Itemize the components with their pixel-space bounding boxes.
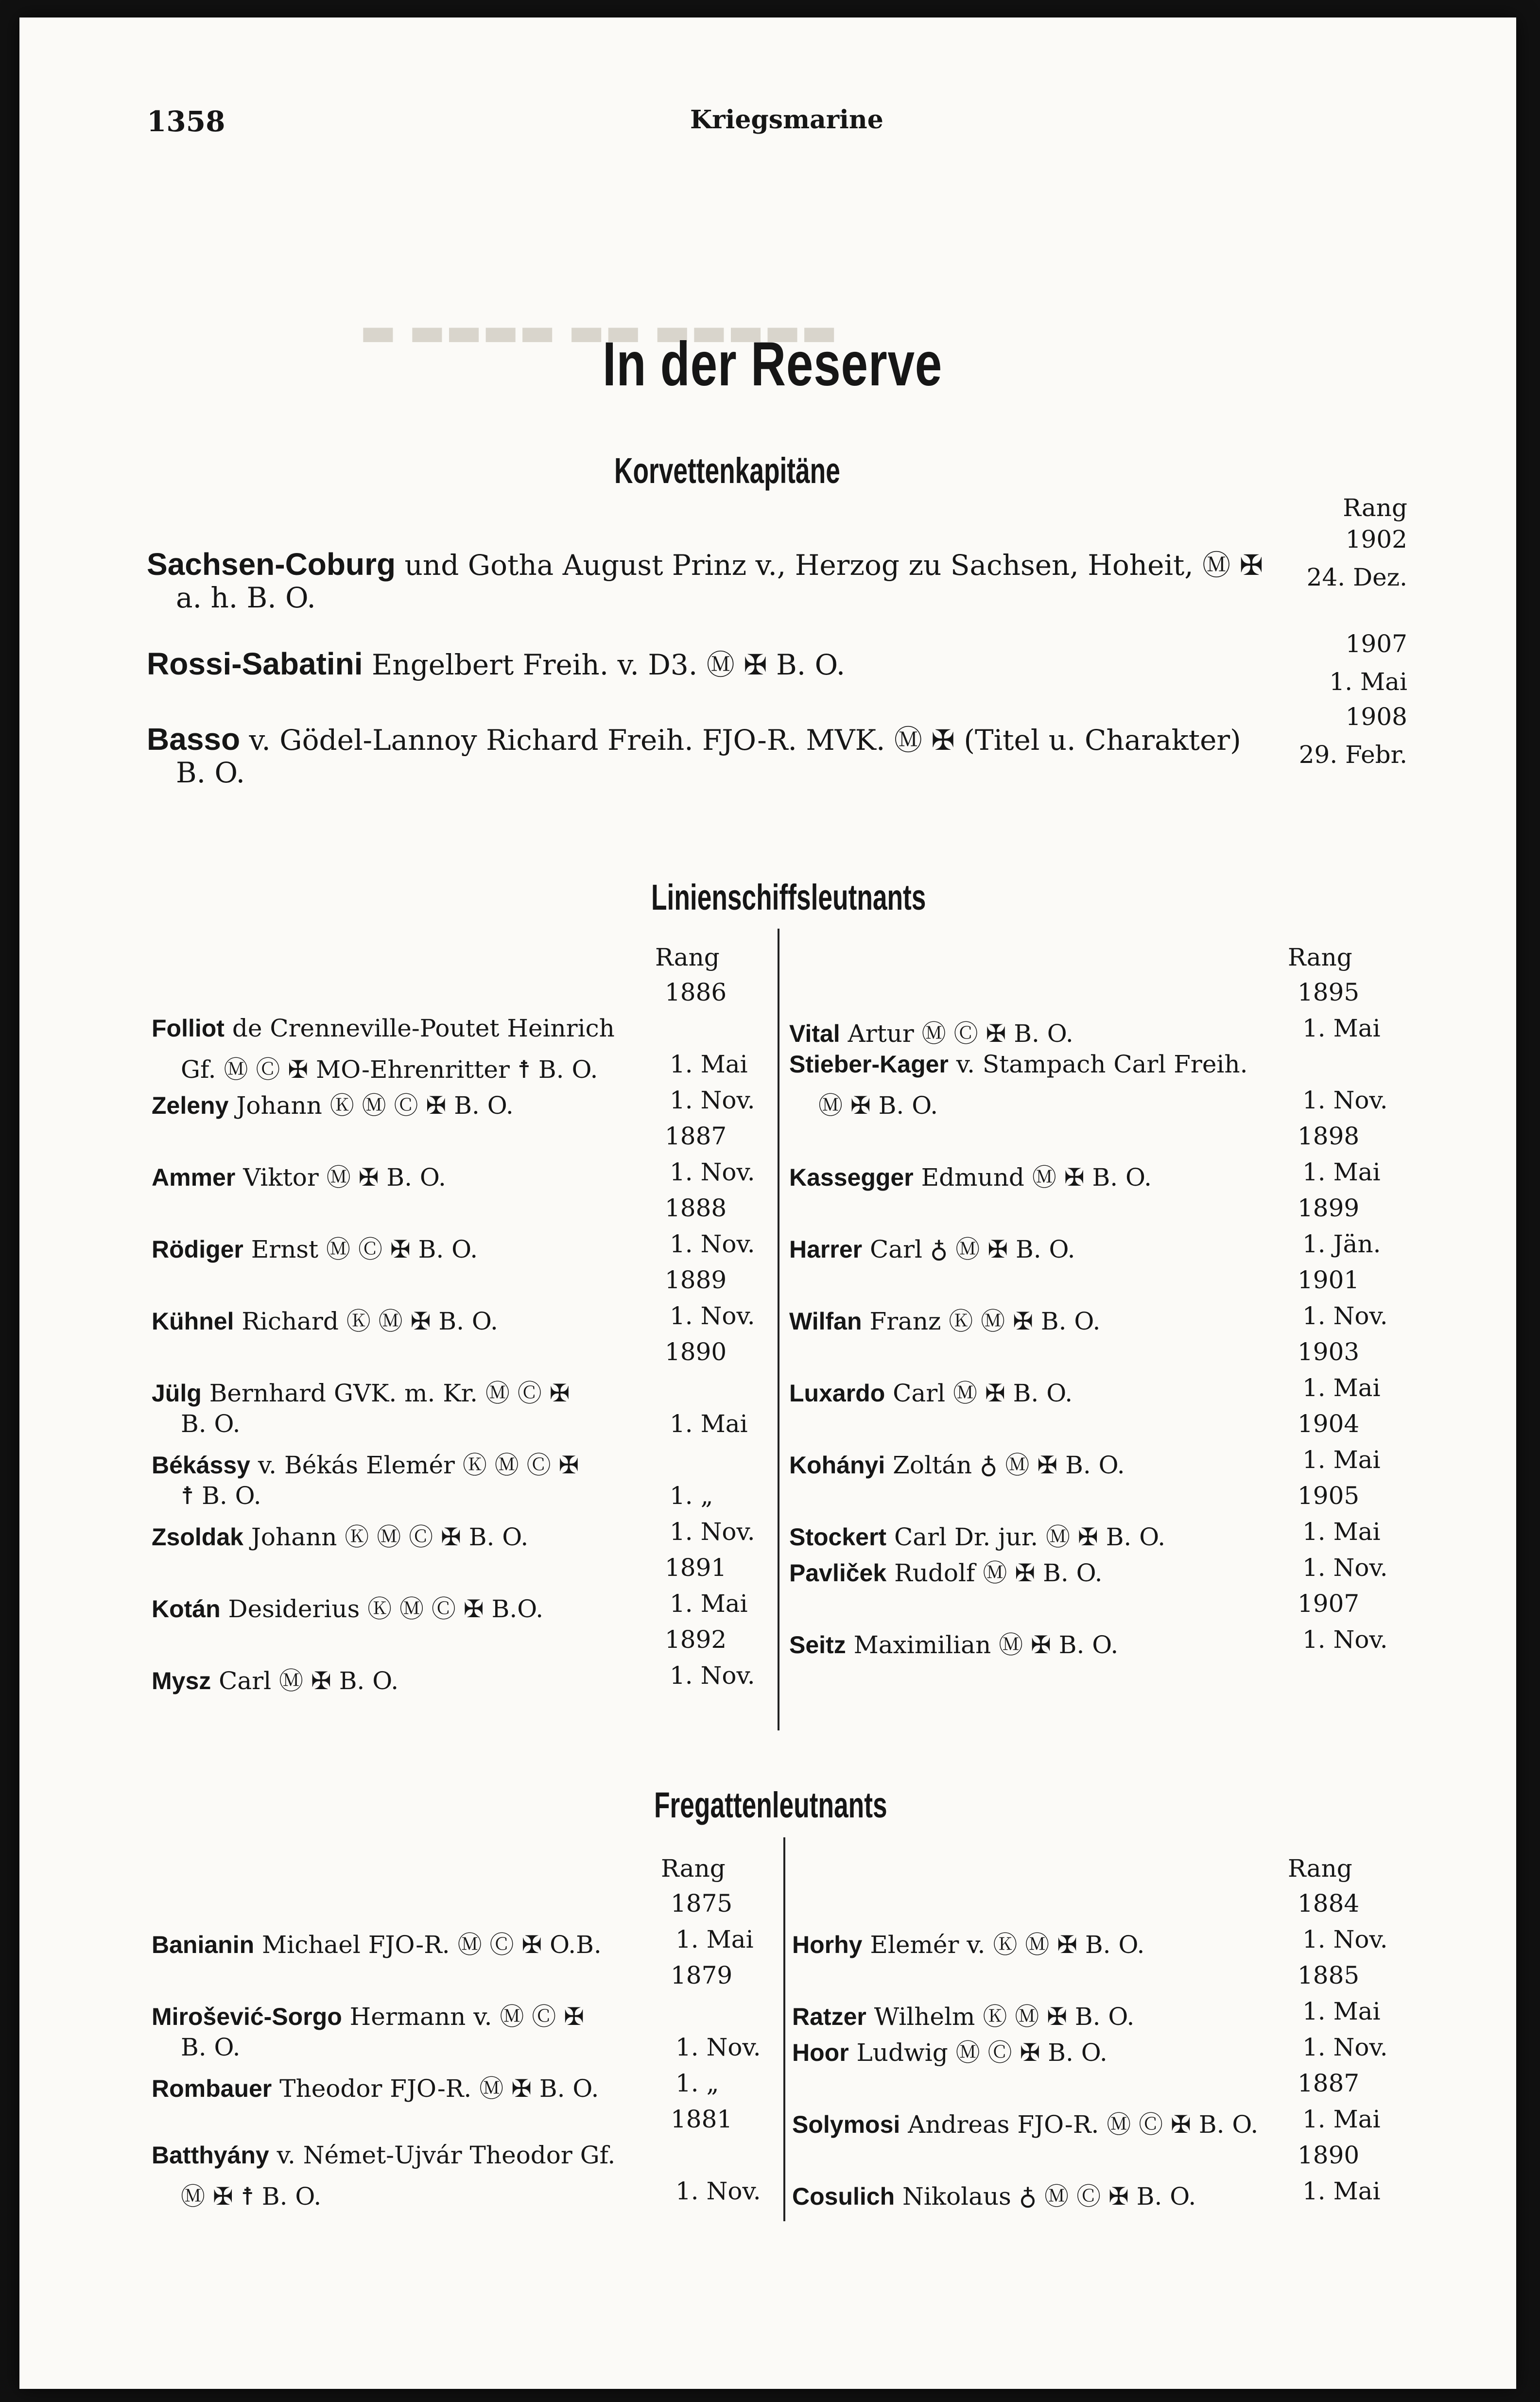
rang-date: 1. Nov. — [670, 1518, 755, 1546]
entry-surname: Zsoldak — [152, 1523, 243, 1551]
rang-date: 1. Nov. — [675, 2033, 761, 2061]
list-entry: Pavliček Rudolf Ⓜ ✠ B. O. — [789, 1559, 1103, 1587]
list-entry: Jülg Bernhard GVK. m. Kr. Ⓜ Ⓒ ✠ — [152, 1379, 570, 1407]
entry-continuation: B. O. — [176, 756, 245, 789]
rang-date: 1. Mai — [670, 1410, 748, 1438]
rang-date: 1. Nov. — [1302, 2033, 1388, 2061]
rang-year: 1879 — [671, 1961, 733, 1989]
rang-date: 1. Nov. — [670, 1086, 755, 1114]
rang-date: 1. Nov. — [670, 1230, 755, 1258]
entry-surname: Jülg — [152, 1380, 202, 1407]
entry-surname: Rombauer — [152, 2075, 272, 2102]
rang-year: 1903 — [1298, 1338, 1360, 1366]
entry-surname: Mysz — [152, 1667, 211, 1694]
list-entry: Ⓜ ✠ ☨ B. O. — [181, 2182, 322, 2211]
list-entry: Folliot de Crenneville-Poutet Heinrich — [152, 1014, 615, 1042]
entry-surname: Seitz — [789, 1631, 846, 1659]
entry-surname: Hoor — [792, 2039, 849, 2066]
entry-continuation: a. h. B. O. — [176, 581, 316, 614]
rang-label: Rang — [655, 943, 720, 971]
entry-surname: Ammer — [152, 1164, 236, 1191]
rang-year: 1892 — [665, 1625, 727, 1654]
rang-year: 1888 — [665, 1194, 727, 1222]
list-entry: Stockert Carl Dr. jur. Ⓜ ✠ B. O. — [789, 1523, 1166, 1551]
rang-year: 1908 — [1345, 703, 1407, 731]
list-entry: Rombauer Theodor FJO-R. Ⓜ ✠ B. O. — [152, 2074, 599, 2103]
entry-surname: Solymosi — [792, 2111, 900, 2138]
bleed-through: ▬ ▬▬▬▬ ▬▬ ▬▬▬▬▬ — [360, 309, 838, 354]
entry-surname: Stockert — [789, 1523, 887, 1551]
list-entry: Horhy Elemér v. Ⓚ Ⓜ ✠ B. O. — [792, 1931, 1145, 1959]
rang-year: 1898 — [1298, 1122, 1360, 1150]
rang-year: 1904 — [1298, 1410, 1360, 1438]
list-entry: Békássy v. Békás Elemér Ⓚ Ⓜ Ⓒ ✠ — [152, 1451, 579, 1479]
list-entry: Kotán Desiderius Ⓚ Ⓜ Ⓒ ✠ B.O. — [152, 1595, 544, 1623]
rang-date: 1. „ — [670, 1482, 713, 1510]
page-number: 1358 — [147, 105, 225, 138]
list-entry: Hoor Ludwig Ⓜ Ⓒ ✠ B. O. — [792, 2039, 1107, 2067]
rang-year: 1881 — [671, 2105, 733, 2133]
list-entry: Harrer Carl ♁ Ⓜ ✠ B. O. — [789, 1235, 1075, 1263]
rang-date: 1. Nov. — [1302, 1554, 1388, 1582]
entry-details: v. Gödel-Lannoy Richard Freih. FJO-R. MVK. Ⓜ ✠ (Titel u. Charakter) — [240, 724, 1241, 757]
rang-label: Rang — [661, 1854, 726, 1883]
rang-year: 1907 — [1345, 630, 1407, 658]
rang-year: 1905 — [1298, 1482, 1360, 1510]
list-entry: ☨ B. O. — [181, 1482, 261, 1510]
rang-date: 1. Mai — [1302, 1446, 1381, 1474]
entry-line — [147, 642, 845, 683]
document-page — [19, 17, 1516, 2389]
rang-date: 1. Nov. — [1302, 1925, 1388, 1953]
rang-date: 1. Mai — [670, 1050, 748, 1078]
rang-date: 1. Nov. — [1302, 1625, 1388, 1654]
entry-surname: Kotán — [152, 1595, 221, 1623]
entry-line — [147, 717, 1241, 758]
rang-date: 1. Mai — [1302, 1518, 1381, 1546]
rang-label: Rang — [1288, 943, 1352, 971]
list-entry: Ⓜ ✠ B. O. — [818, 1091, 938, 1120]
rang-date: 1. Nov. — [675, 2177, 761, 2205]
list-entry: Mysz Carl Ⓜ ✠ B. O. — [152, 1667, 399, 1695]
list-entry: Vital Artur Ⓜ Ⓒ ✠ B. O. — [789, 1020, 1073, 1048]
list-entry: Cosulich Nikolaus ♁ Ⓜ Ⓒ ✠ B. O. — [792, 2182, 1196, 2211]
list-entry: Luxardo Carl Ⓜ ✠ B. O. — [789, 1379, 1073, 1407]
list-entry: Gf. Ⓜ Ⓒ ✠ MO-Ehrenritter ☨ B. O. — [181, 1055, 598, 1084]
rang-year: 1891 — [665, 1554, 727, 1582]
entry-surname: Pavliček — [789, 1559, 887, 1587]
rang-date: 1. Nov. — [670, 1158, 755, 1186]
list-entry: Seitz Maximilian Ⓜ ✠ B. O. — [789, 1631, 1119, 1659]
list-entry: B. O. — [181, 1410, 241, 1438]
rang-date: 1. Nov. — [670, 1661, 755, 1690]
entry-surname: Rödiger — [152, 1236, 243, 1263]
rang-year: 1895 — [1298, 978, 1360, 1006]
entry-surname: Ratzer — [792, 2003, 866, 2030]
list-entry: Solymosi Andreas FJO-R. Ⓜ Ⓒ ✠ B. O. — [792, 2110, 1259, 2139]
page-title: In der Reserve — [603, 329, 943, 399]
rang-date: 1. Mai — [670, 1590, 748, 1618]
rang-date: 1. Mai — [675, 1925, 754, 1953]
rang-label: Rang — [1343, 494, 1407, 522]
section-heading-fregattenleutnants: Fregattenleutnants — [654, 1785, 887, 1825]
rang-year: 1890 — [1298, 2141, 1360, 2169]
entry-surname: Banianin — [152, 1931, 255, 1958]
rang-year: 1902 — [1345, 525, 1407, 553]
rang-year: 1907 — [1298, 1590, 1360, 1618]
entry-surname: Wilfan — [789, 1308, 862, 1335]
entry-surname: Kohányi — [789, 1452, 885, 1479]
rang-year: 1889 — [665, 1266, 727, 1294]
list-entry: Wilfan Franz Ⓚ Ⓜ ✠ B. O. — [789, 1307, 1101, 1335]
rang-year: 1875 — [671, 1889, 733, 1918]
rang-date: 29. Febr. — [1298, 741, 1407, 769]
rang-date: 1. Mai — [1302, 1014, 1381, 1042]
entry-surname: Stieber-Kager — [789, 1051, 949, 1078]
list-entry: Ratzer Wilhelm Ⓚ Ⓜ ✠ B. O. — [792, 2003, 1135, 2031]
entry-details: und Gotha August Prinz v., Herzog zu Sachsen, Hoheit, Ⓜ ✠ — [396, 549, 1263, 582]
section-heading-korvettenkapitaene: Korvettenkapitäne — [614, 450, 840, 491]
rang-date: 1. Mai — [1329, 668, 1407, 696]
rang-label: Rang — [1288, 1854, 1352, 1883]
list-entry: Stieber-Kager v. Stampach Carl Freih. — [789, 1050, 1248, 1078]
entry-surname: Kühnel — [152, 1308, 234, 1335]
list-entry: Mirošević-Sorgo Hermann v. Ⓜ Ⓒ ✠ — [152, 2003, 585, 2031]
rang-date: 1. Nov. — [670, 1302, 755, 1330]
entry-surname: Luxardo — [789, 1380, 885, 1407]
rang-date: 1. Mai — [1302, 1158, 1381, 1186]
list-entry: Kassegger Edmund Ⓜ ✠ B. O. — [789, 1163, 1152, 1192]
rang-date: 1. Mai — [1302, 1374, 1381, 1402]
rang-date: 1. Mai — [1302, 2105, 1381, 2133]
rang-year: 1887 — [1298, 2069, 1360, 2097]
rang-year: 1890 — [665, 1338, 727, 1366]
rang-date: 1. „ — [675, 2069, 719, 2097]
list-entry: Zeleny Johann Ⓚ Ⓜ Ⓒ ✠ B. O. — [152, 1091, 514, 1120]
entry-surname: Kassegger — [789, 1164, 914, 1191]
entry-surname: Zeleny — [152, 1092, 229, 1119]
entry-surname: Harrer — [789, 1236, 863, 1263]
entry-surname: Békássy — [152, 1452, 250, 1479]
rang-date: 24. Dez. — [1306, 563, 1407, 591]
list-entry: B. O. — [181, 2033, 241, 2061]
rang-year: 1899 — [1298, 1194, 1360, 1222]
rang-year: 1886 — [665, 978, 727, 1006]
list-entry: Kohányi Zoltán ♁ Ⓜ ✠ B. O. — [789, 1451, 1125, 1479]
entry-surname: Mirošević-Sorgo — [152, 2003, 342, 2030]
column-divider — [783, 1837, 785, 2221]
entry-details: Engelbert Freih. v. D3. Ⓜ ✠ B. O. — [363, 648, 846, 681]
list-entry: Kühnel Richard Ⓚ Ⓜ ✠ B. O. — [152, 1307, 498, 1335]
entry-surname: Horhy — [792, 1931, 863, 1958]
column-divider — [778, 929, 779, 1730]
list-entry: Banianin Michael FJO-R. Ⓜ Ⓒ ✠ O.B. — [152, 1931, 602, 1959]
entry-surname: Rossi-Sabatini — [147, 646, 363, 681]
list-entry: Rödiger Ernst Ⓜ Ⓒ ✠ B. O. — [152, 1235, 478, 1263]
section-heading-linienschiffsleutnants: Linienschiffsleutnants — [651, 877, 926, 917]
running-title: Kriegsmarine — [690, 105, 883, 135]
list-entry: Batthyány v. Német-Ujvár Theodor Gf. — [152, 2141, 616, 2169]
rang-date: 1. Mai — [1302, 2177, 1381, 2205]
rang-date: 1. Nov. — [1302, 1302, 1388, 1330]
entry-surname: Batthyány — [152, 2142, 269, 2169]
rang-year: 1885 — [1298, 1961, 1360, 1989]
rang-date: 1. Jän. — [1302, 1230, 1381, 1258]
rang-year: 1884 — [1298, 1889, 1360, 1918]
rang-date: 1. Nov. — [1302, 1086, 1388, 1114]
list-entry: Ammer Viktor Ⓜ ✠ B. O. — [152, 1163, 446, 1192]
entry-surname: Cosulich — [792, 2183, 895, 2210]
list-entry: Zsoldak Johann Ⓚ Ⓜ Ⓒ ✠ B. O. — [152, 1523, 529, 1551]
entry-surname: Vital — [789, 1020, 840, 1047]
rang-year: 1901 — [1298, 1266, 1360, 1294]
rang-year: 1887 — [665, 1122, 727, 1150]
entry-surname: Basso — [147, 722, 241, 757]
rang-date: 1. Mai — [1302, 1997, 1381, 2025]
entry-line — [147, 542, 1263, 583]
entry-surname: Sachsen-Coburg — [147, 547, 396, 582]
entry-surname: Folliot — [152, 1015, 225, 1042]
